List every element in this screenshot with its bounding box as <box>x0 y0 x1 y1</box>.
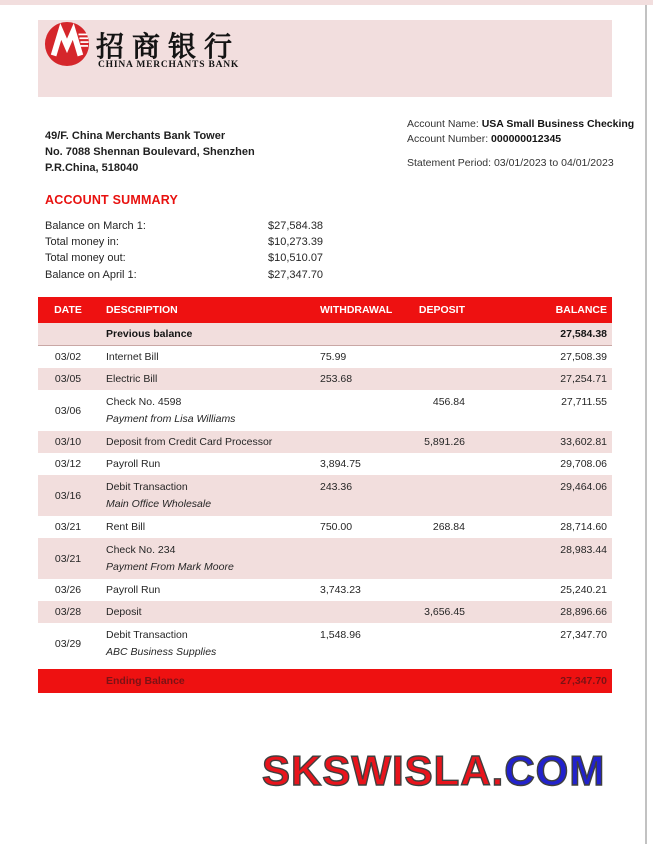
header-date: DATE <box>54 304 82 316</box>
transaction-description <box>98 351 320 364</box>
transaction-description <box>98 373 320 386</box>
account-name-value: USA Small Business Checking <box>481 118 635 130</box>
transaction-row <box>38 390 612 431</box>
transaction-description <box>98 544 320 574</box>
transaction-row <box>38 431 612 453</box>
transaction-description <box>98 521 320 534</box>
transaction-description-main: Check No. 4598 <box>106 395 182 408</box>
summary-row <box>45 218 323 234</box>
transaction-balance: 25,240.21 <box>560 584 607 596</box>
transaction-date: 03/28 <box>54 606 82 618</box>
transactions-table <box>38 297 612 693</box>
transaction-balance: 33,602.81 <box>560 436 607 448</box>
transaction-withdrawal: 750.00 <box>320 521 353 533</box>
transaction-withdrawal <box>320 390 395 396</box>
transaction-description <box>98 629 320 659</box>
transaction-row <box>38 323 612 346</box>
transaction-description-main: Previous balance <box>106 327 193 340</box>
transaction-balance: 28,896.66 <box>560 606 607 618</box>
transaction-description-detail: Main Office Wholesale <box>106 497 212 510</box>
ending-balance-label: Ending Balance <box>106 675 185 687</box>
transaction-deposit <box>395 623 467 629</box>
transaction-description-main: Check No. 234 <box>106 543 176 556</box>
table-header-row <box>38 297 612 323</box>
transaction-date: 03/21 <box>54 521 82 533</box>
transaction-description-main: Payroll Run <box>106 457 161 470</box>
statement-period-row <box>407 156 634 171</box>
transaction-deposit: 3,656.45 <box>424 606 465 618</box>
address-line-3: P.R.China, 518040 <box>45 162 139 174</box>
account-number-label: Account Number: <box>407 133 489 145</box>
transaction-row <box>38 623 612 664</box>
transaction-description-detail: Payment From Mark Moore <box>106 560 234 573</box>
transaction-description-main: Rent Bill <box>106 520 146 533</box>
transaction-date: 03/16 <box>54 489 82 502</box>
transaction-description <box>98 328 320 341</box>
transaction-date: 03/26 <box>54 584 82 596</box>
account-number-row <box>407 132 634 147</box>
transaction-description <box>98 481 320 511</box>
summary-row <box>45 267 323 283</box>
transaction-description-main: Electric Bill <box>106 372 158 385</box>
transaction-description-main: Debit Transaction <box>106 480 188 493</box>
account-name-row <box>407 117 634 132</box>
cmb-bank-logo-icon <box>44 21 90 67</box>
transaction-balance: 28,983.44 <box>560 544 607 556</box>
transaction-balance: 28,714.60 <box>560 521 607 533</box>
transaction-deposit: 5,891.26 <box>424 436 465 448</box>
transaction-description-main: Internet Bill <box>106 350 159 363</box>
transaction-description <box>98 584 320 597</box>
account-number-value: 000000012345 <box>491 133 562 145</box>
account-info <box>407 117 634 171</box>
transaction-description-main: Deposit <box>106 605 142 618</box>
transaction-row <box>38 475 612 516</box>
top-pink-strip <box>0 0 653 5</box>
summary-label: Total money out: <box>45 252 126 265</box>
header-withdrawal: WITHDRAWAL <box>320 304 393 316</box>
transaction-deposit <box>395 538 467 544</box>
transaction-row <box>38 516 612 538</box>
transaction-withdrawal: 3,894.75 <box>320 458 361 470</box>
account-summary-title: ACCOUNT SUMMARY <box>45 193 179 207</box>
summary-value: $10,273.39 <box>268 236 324 249</box>
transaction-date: 03/06 <box>54 404 82 417</box>
transaction-balance: 27,508.39 <box>560 351 607 363</box>
header-description: DESCRIPTION <box>106 304 178 316</box>
transaction-date: 03/02 <box>54 351 82 363</box>
summary-value: $27,584.38 <box>268 220 324 233</box>
transaction-description-detail: Payment from Lisa Williams <box>106 412 236 425</box>
page-right-border <box>645 5 647 844</box>
summary-label: Balance on March 1: <box>45 220 146 233</box>
transaction-date: 03/12 <box>54 458 82 470</box>
watermark-dot: . <box>491 747 505 794</box>
transaction-balance: 29,464.06 <box>560 481 607 493</box>
transaction-description <box>98 606 320 619</box>
ending-balance-value: 27,347.70 <box>560 675 607 687</box>
transaction-row <box>38 453 612 475</box>
ending-balance-row <box>38 669 612 693</box>
summary-value: $10,510.07 <box>268 252 324 265</box>
site-watermark <box>262 747 642 795</box>
transaction-deposit <box>395 475 467 481</box>
header-balance: BALANCE <box>555 304 607 316</box>
transaction-description <box>98 396 320 426</box>
transaction-balance: 27,584.38 <box>560 328 607 340</box>
transaction-description-detail: ABC Business Supplies <box>106 645 217 658</box>
address-line-1: 49/F. China Merchants Bank Tower <box>45 130 226 142</box>
transaction-date: 03/29 <box>54 637 82 650</box>
account-summary-table <box>45 218 323 283</box>
header-deposit: DEPOSIT <box>418 304 465 316</box>
bank-address <box>45 128 255 176</box>
transaction-date: 03/10 <box>54 436 82 448</box>
summary-row <box>45 234 323 250</box>
transaction-withdrawal: 1,548.96 <box>320 629 361 641</box>
account-name-label: Account Name: <box>407 118 479 130</box>
transaction-withdrawal <box>320 538 395 544</box>
transaction-description-main: Payroll Run <box>106 583 161 596</box>
transaction-row <box>38 368 612 390</box>
transaction-balance: 29,708.06 <box>560 458 607 470</box>
transaction-withdrawal: 75.99 <box>320 351 347 363</box>
table-body <box>38 323 612 664</box>
transaction-description <box>98 458 320 471</box>
transaction-withdrawal: 3,743.23 <box>320 584 361 596</box>
transaction-deposit: 456.84 <box>432 396 465 408</box>
transaction-withdrawal: 253.68 <box>320 373 353 385</box>
transaction-row <box>38 538 612 579</box>
summary-value: $27,347.70 <box>268 268 324 281</box>
transaction-withdrawal: 243.36 <box>320 481 353 493</box>
statement-period-label: Statement Period: <box>407 157 492 169</box>
transaction-date: 03/21 <box>54 552 82 565</box>
transaction-deposit: 268.84 <box>432 521 465 533</box>
transaction-balance: 27,711.55 <box>561 396 607 408</box>
summary-label: Balance on April 1: <box>45 268 137 281</box>
transaction-description <box>98 436 320 449</box>
transaction-description-main: Deposit from Credit Card Processor <box>106 435 273 448</box>
bank-name-chinese: 招商银行 <box>96 31 241 62</box>
transaction-date: 03/05 <box>54 373 82 385</box>
watermark-right: COM <box>504 747 606 794</box>
summary-label: Total money in: <box>45 236 119 249</box>
transaction-row <box>38 346 612 368</box>
statement-period-value: 03/01/2023 to 04/01/2023 <box>493 157 614 169</box>
transaction-balance: 27,254.71 <box>560 373 607 385</box>
watermark-left: SKSWISLA <box>262 747 492 794</box>
transaction-description-main: Debit Transaction <box>106 628 188 641</box>
address-line-2: No. 7088 Shennan Boulevard, Shenzhen <box>45 146 255 158</box>
summary-row <box>45 250 323 266</box>
transaction-balance: 27,347.70 <box>560 629 607 641</box>
transaction-row <box>38 601 612 623</box>
transaction-row <box>38 579 612 601</box>
bank-name-english: CHINA MERCHANTS BANK <box>98 60 240 70</box>
